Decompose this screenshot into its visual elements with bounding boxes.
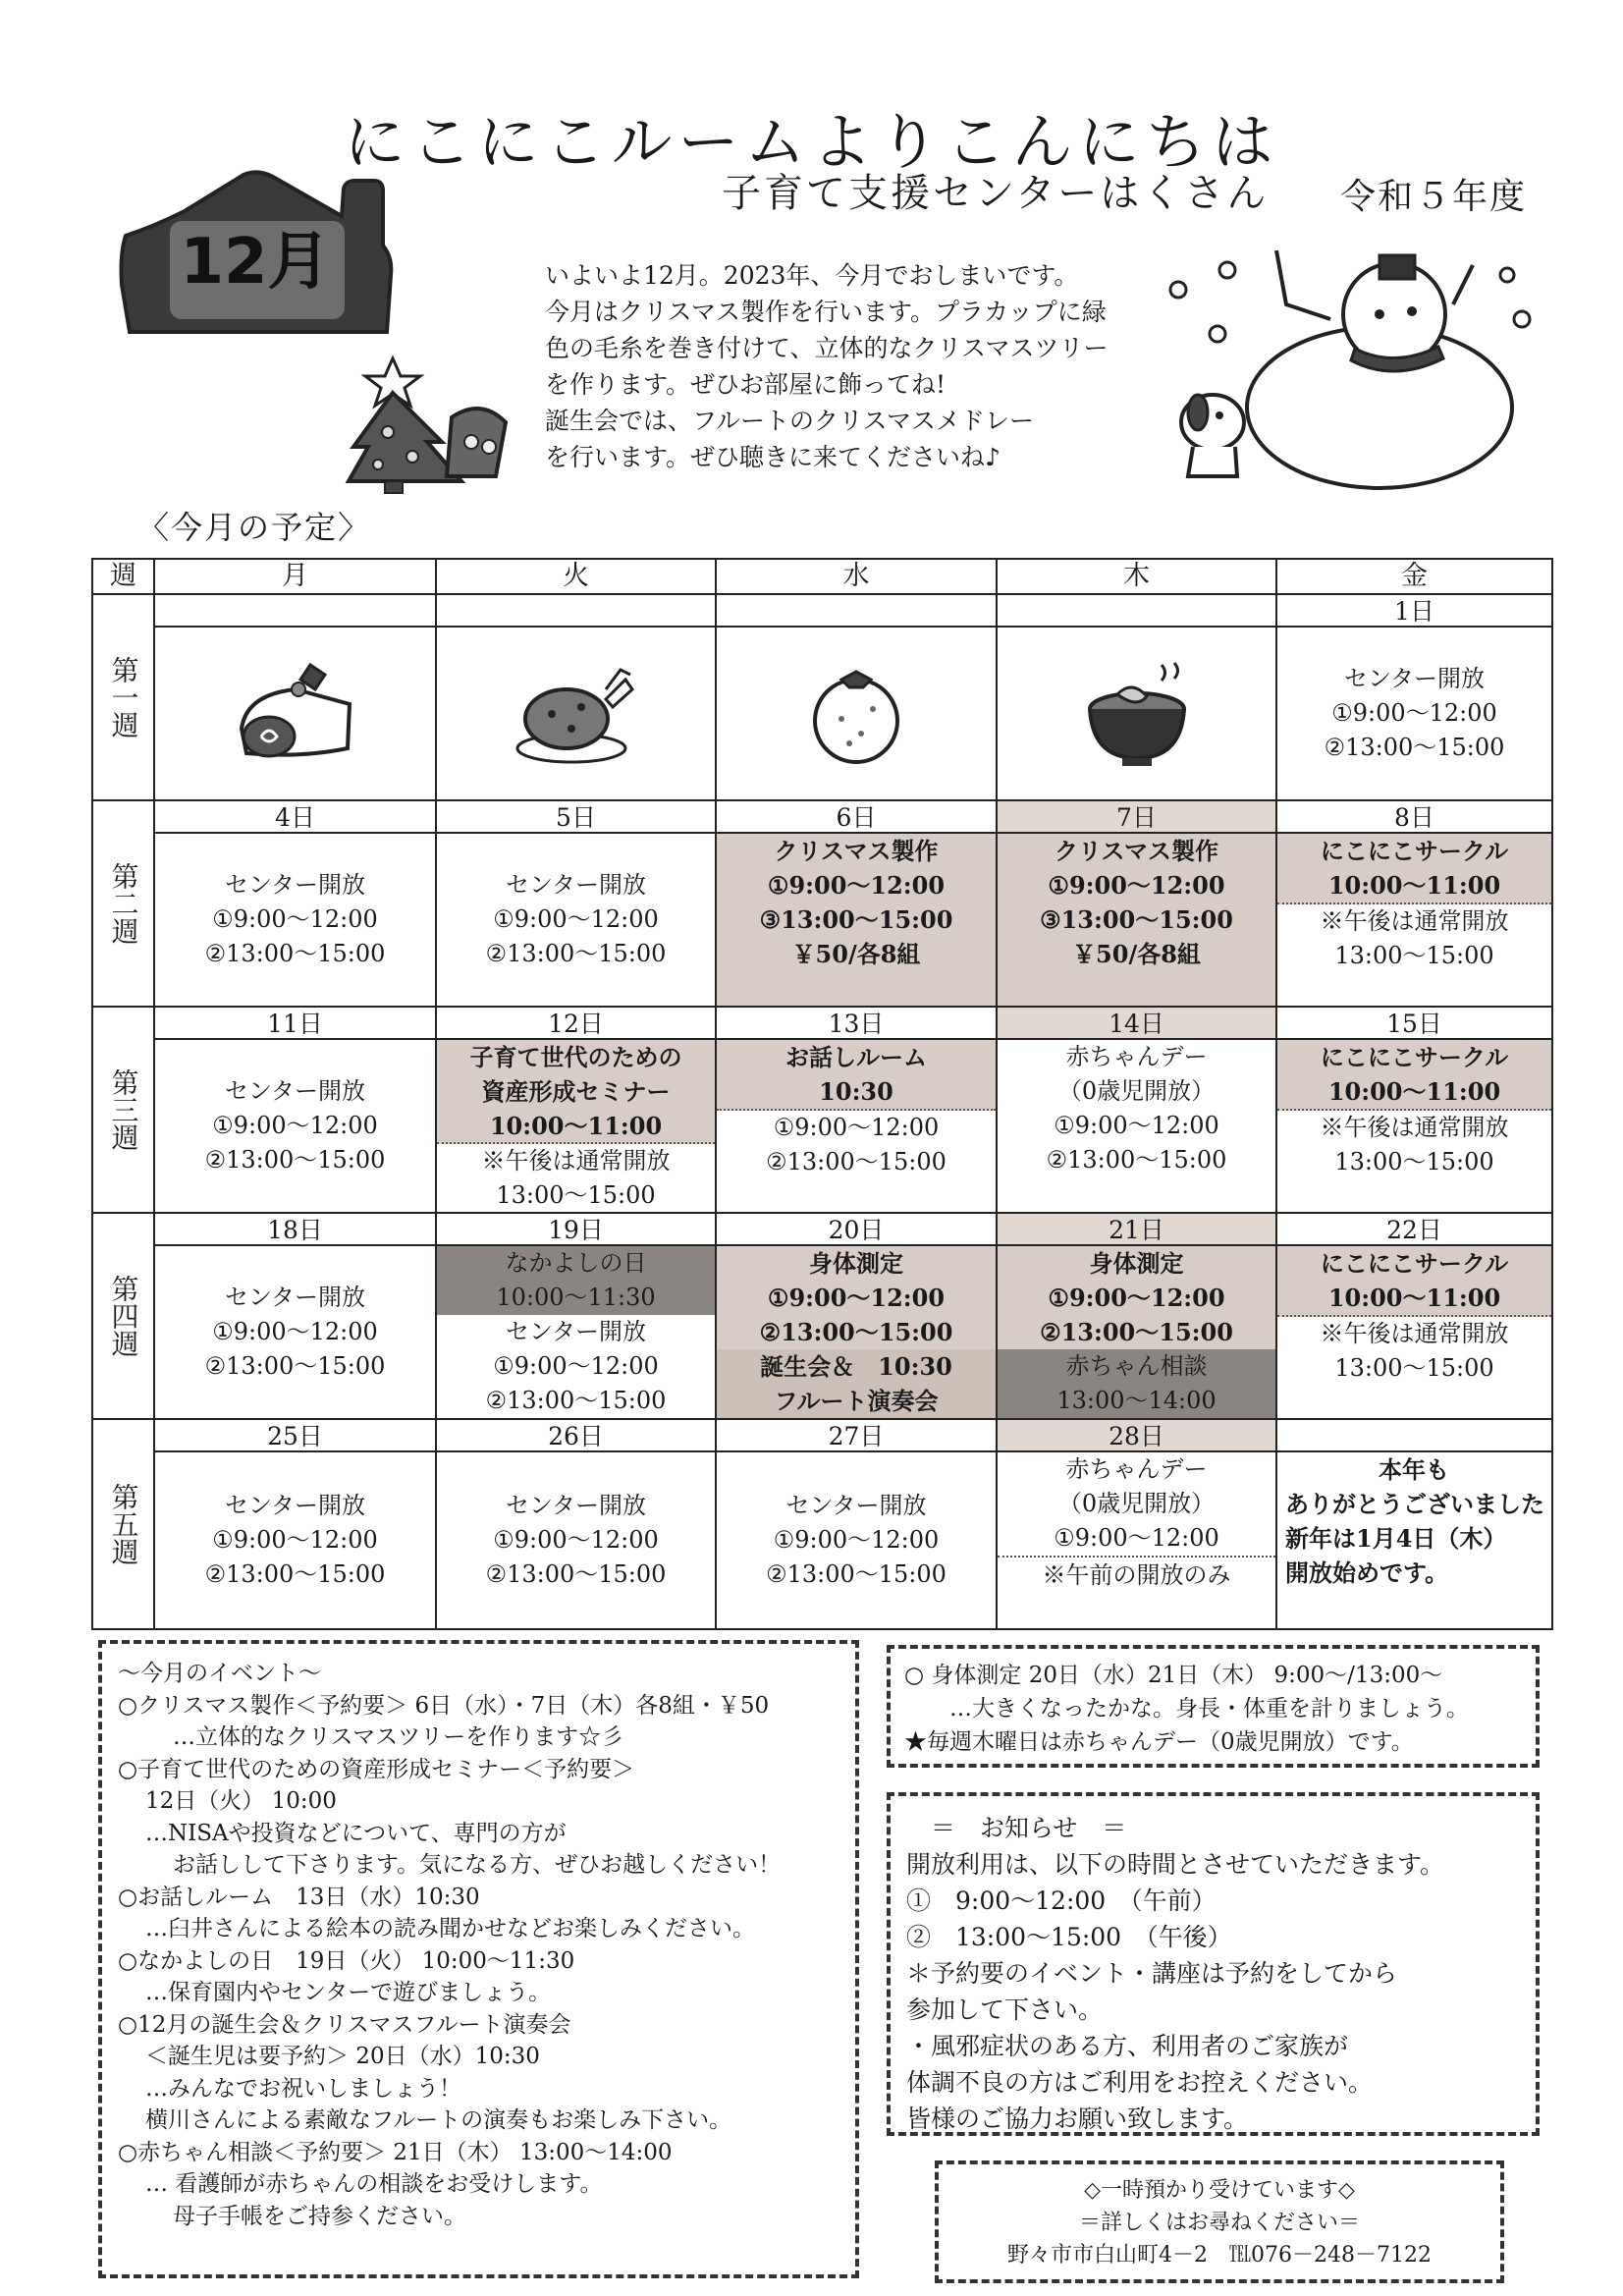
cell-line: ①9:00～12:00 [773,1526,940,1554]
cell-line: センター開放 [224,1492,366,1519]
cell-line: お話しルーム [785,1043,927,1071]
cell-line: ②13:00～15:00 [485,1387,667,1414]
event-line: …みんなでお祝いしましょう！ [145,2075,461,2102]
cell-line: ①9:00～12:00 [1048,1284,1225,1312]
cell-line: 本年も [1379,1455,1449,1484]
date-cell: 12日 [437,1008,717,1040]
cell-line: ※午前の開放のみ [1042,1560,1231,1589]
date-cell: 7日 [998,801,1277,834]
cell-line: ②13:00～15:00 [204,1352,386,1380]
cell-line: ②13:00～15:00 [485,940,667,967]
cell-line: センター開放 [505,871,647,899]
date-cell [717,595,998,628]
month-label: 12月 [180,226,331,299]
intro-line: 今月はクリスマス製作を行います。プラカップに緑 [545,298,1107,326]
date-cell: 8日 [1277,801,1551,834]
week-label-2: 第二週 [93,801,155,1008]
circle-block [1277,1040,1551,1111]
header-week: 週 [93,560,155,595]
cell-line: ※午後は通常開放 [1320,1320,1509,1347]
cell-line: ￥50/各8組 [1072,940,1201,968]
notice-line: 参加して下さい。 [906,1995,1104,2024]
cell-line: 10:00～11:00 [1327,871,1501,900]
notice-line: ＝ お知らせ ＝ [906,1814,1127,1842]
cell-line: ②13:00～15:00 [766,1148,947,1175]
date-cell: 11日 [155,1008,437,1040]
intro-line: 誕生会では、フルートのクリスマスメドレー [545,407,1035,435]
cell-line: なかよしの日 [505,1249,647,1277]
intro-text [545,257,1134,475]
cell-line: 赤ちゃんデー [1065,1043,1208,1070]
cell-line: ①9:00～12:00 [493,1526,659,1554]
cell-line: 13:00～15:00 [496,1181,656,1209]
date-cell: 19日 [437,1214,717,1246]
intro-line: を行います。ぜひ聴きに来てくださいね♪ [545,443,1001,471]
health-line: ★毎週木曜日は赤ちゃんデー（0歳児開放）です。 [904,1729,1414,1755]
cell-line: ②13:00～15:00 [759,1318,953,1346]
dec-25-cell [155,1452,437,1628]
cell-line: 13:00～15:00 [1334,942,1494,969]
intro-line: いよいよ12月。2023年、今月でおしまいです。 [545,261,1079,290]
header-thu: 木 [998,560,1277,595]
snowman-icon [1159,250,1542,491]
event-line: …NISAや投資などについて、専門の方が [145,1820,567,1846]
dec-14-cell [998,1040,1277,1214]
cell-line: 赤ちゃん相談 [1065,1352,1208,1380]
childcare-line: 野々市市白山町4－2 ℡076－248－7122 [1007,2243,1432,2268]
childcare-line: ◇一時預かり受けています◇ [1084,2178,1355,2203]
cell-line: ①9:00～12:00 [767,1284,946,1312]
event-line: お話しして下さります。気になる方、ぜひお越しください！ [173,1852,782,1878]
cell-line: 10:00～11:00 [1327,1077,1501,1106]
cell-line: ①9:00～12:00 [493,905,659,933]
dec-7-cell [998,834,1277,1008]
morning-only-block [998,1558,1275,1593]
event-line: ～今月のイベント～ [118,1661,321,1686]
dec-8-cell [1277,834,1551,1008]
dec-28-cell [998,1452,1277,1628]
cell-line: 身体測定 [809,1249,903,1278]
event-line: …保育園内やセンターで遊びましょう。 [145,1980,552,2005]
event-line: ＜誕生児は要予約＞ 20日（水）10:30 [145,2044,540,2069]
birthday-flute-block [717,1349,996,1418]
cell-line: ②13:00～15:00 [204,940,386,967]
event-line: … 看護師が赤ちゃんの相談をお受けします。 [145,2171,603,2197]
cell-line: ※午後は通常開放 [1320,1114,1509,1141]
dec-13-cell [717,1040,998,1214]
cell-line: 10:00～11:00 [1327,1284,1501,1312]
event-line: ○赤ちゃん相談＜予約要＞ 21日（木） 13:00～14:00 [118,2139,673,2165]
nakayoshi-block [437,1246,715,1315]
date-cell: 13日 [717,1008,998,1040]
afternoon-block [1277,904,1551,973]
dec-15-cell [1277,1040,1551,1214]
cell-line: 10:00～11:30 [496,1284,656,1311]
cell-line: ①9:00～12:00 [773,1114,940,1141]
dec-1-cell [1277,628,1551,801]
header-tue: 火 [437,560,717,595]
cell-line: センター開放 [785,1492,927,1519]
cell-line: ①9:00～12:00 [493,1352,659,1380]
cell-line: ①9:00～12:00 [1054,1524,1219,1552]
dec-22-cell [1277,1246,1551,1420]
date-cell: 18日 [155,1214,437,1246]
roll-cake-icon [232,660,359,768]
afternoon-block [1277,1317,1551,1386]
cell-line: ②13:00～15:00 [485,1560,667,1588]
cell-line: ①9:00～12:00 [212,1112,378,1139]
cell-line: 新年は1月4日（木） [1285,1524,1507,1553]
intro-line: 色の毛糸を巻き付けて、立体的なクリスマスツリー [545,334,1109,362]
date-cell: 25日 [155,1420,437,1452]
event-line: ○なかよしの日 19日（火） 10:00～11:30 [118,1947,575,1974]
cell-line: センター開放 [224,1284,366,1311]
dec-21-cell [998,1246,1277,1420]
date-cell [998,595,1277,628]
dec-12-cell [437,1040,717,1214]
cell-line: 資産形成セミナー [481,1076,671,1106]
cell-line: 13:00～15:00 [1334,1354,1494,1382]
event-line: ○子育て世代のための資産形成セミナー＜予約要＞ [118,1756,635,1782]
cell-line: ①9:00～12:00 [1331,699,1497,727]
date-cell: 26日 [437,1420,717,1452]
measurement-block [998,1246,1275,1349]
notice-line: ① 9:00～12:00 （午前） [906,1886,1217,1915]
temporary-childcare-box [935,2160,1504,2283]
cell-line: にこにこサークル [1320,1249,1509,1278]
cell-line: ③13:00～15:00 [1040,905,1233,934]
dec-20-cell [717,1246,998,1420]
cell-line: ②13:00～15:00 [204,1146,386,1174]
cell-line: 子育て世代のための [469,1042,682,1071]
dec-6-cell [717,834,998,1008]
cell-line: 赤ちゃんデー [1065,1455,1208,1483]
childcare-line: ＝詳しくはお尋ねください＝ [1078,2211,1360,2235]
cell-line: ①9:00～12:00 [1048,871,1225,900]
cell-line: ②13:00～15:00 [204,1560,386,1588]
roast-chicken-icon [513,660,640,768]
christmas-tree-icon [334,349,520,496]
date-cell: 28日 [998,1420,1277,1452]
week-label-5: 第五週 [93,1420,155,1628]
page-title: にこにこルームよりこんにちは [344,106,1279,178]
cell-line: ②13:00～15:00 [1040,1318,1233,1346]
tangerine-icon [802,660,910,768]
event-line: 横川さんによる素敵なフルートの演奏もお楽しみ下さい。 [145,2107,732,2133]
cell-line: クリスマス製作 [1054,837,1219,865]
notice-box [887,1792,1540,2136]
health-line: …大きくなったかな。身長・体重を計りましょう。 [904,1696,1469,1722]
cell-line: （0歳児開放） [1057,1490,1216,1517]
event-line: ○12月の誕生会＆クリスマスフルート演奏会 [118,2011,571,2038]
date-cell: 20日 [717,1214,998,1246]
cell-line: ※午後は通常開放 [481,1147,671,1175]
year-end-message-cell [1277,1452,1551,1628]
cell-line: 身体測定 [1089,1249,1184,1278]
cell-line: 開放始めです。 [1285,1558,1449,1587]
date-cell: 27日 [717,1420,998,1452]
date-cell: 15日 [1277,1008,1551,1040]
date-cell: 4日 [155,801,437,834]
dec-11-cell [155,1040,437,1214]
cell-line: ありがとうございました [1285,1490,1544,1518]
date-cell: 22日 [1277,1214,1551,1246]
chicken-illustration-cell [437,628,717,801]
week-label-1: 第一週 [93,595,155,801]
dec-18-cell [155,1246,437,1420]
monthly-calendar [91,558,1553,1630]
dec-4-cell [155,834,437,1008]
seminar-block [437,1040,715,1144]
week-label-4: 第四週 [93,1214,155,1420]
dec-5-cell [437,834,717,1008]
cell-line: ②13:00～15:00 [766,1560,947,1588]
cell-line: センター開放 [224,1077,366,1105]
soba-bowl-icon [1078,655,1196,773]
date-cell: 14日 [998,1008,1277,1040]
notice-line: ・風邪症状のある方、利用者のご家族が [906,2032,1349,2060]
afternoon-block [1277,1111,1551,1179]
notice-line: 開放利用は、以下の時間とさせていただきます。 [906,1850,1445,1879]
date-cell: 6日 [717,801,998,834]
dec-19-cell [437,1246,717,1420]
cell-line: ※午後は通常開放 [1320,907,1509,935]
dec-27-cell [717,1452,998,1628]
soba-illustration-cell [998,628,1277,801]
cell-line: ①9:00～12:00 [1054,1112,1219,1139]
cell-line: 13:00～14:00 [1056,1387,1217,1414]
circle-block [1277,1246,1551,1317]
date-cell: 5日 [437,801,717,834]
open-block [437,1315,715,1418]
notice-line: 皆様のご協力お願い致します。 [906,2105,1249,2133]
fiscal-year: 令和５年度 [1340,177,1528,217]
header-wed: 水 [717,560,998,595]
dec-26-cell [437,1452,717,1628]
cell-line: 誕生会＆ 10:30 [760,1352,952,1381]
date-cell [437,595,717,628]
health-check-box [887,1645,1540,1768]
cell-line: ①9:00～12:00 [212,905,378,933]
cell-line: ①9:00～12:00 [767,871,946,900]
measurement-block [717,1246,996,1349]
intro-line: を作ります。ぜひお部屋に飾ってね! [545,370,947,399]
date-cell: 21日 [998,1214,1277,1246]
cell-line: ③13:00～15:00 [759,905,953,934]
notice-line: ② 13:00～15:00 （午後） [906,1923,1232,1951]
cell-line: 10:00～11:00 [489,1111,663,1140]
event-line: 12日（火） 10:00 [145,1788,337,1814]
event-line: 母子手帳をご持参ください。 [173,2203,466,2229]
event-line: …臼井さんによる絵本の読み聞かせなどお楽しみください。 [145,1916,755,1941]
date-cell: 1日 [1277,595,1551,628]
cell-line: センター開放 [505,1318,647,1345]
event-line: ○クリスマス製作＜予約要＞ 6日（水）・7日（木）各8組・￥50 [118,1692,770,1719]
cell-line: フルート演奏会 [774,1387,939,1415]
event-line: …立体的なクリスマスツリーを作ります☆彡 [173,1724,624,1750]
schedule-heading: 〈今月の予定〉 [137,509,372,546]
cell-line: ②13:00～15:00 [1324,734,1505,761]
date-cell [155,595,437,628]
week-label-3: 第三週 [93,1008,155,1214]
tangerine-illustration-cell [717,628,998,801]
events-box [98,1640,859,2278]
header-mon: 月 [155,560,437,595]
cell-line: 10:30 [819,1077,893,1106]
cell-line: センター開放 [505,1492,647,1519]
date-cell [1277,1420,1551,1452]
cell-line: ①9:00～12:00 [212,1526,378,1554]
cell-line: ￥50/各8組 [791,940,921,968]
open-block [717,1111,996,1179]
baby-consult-block [998,1349,1275,1418]
center-name: 子育て支援センターはくさん [722,171,1270,216]
event-line: ○お話しルーム 13日（水）10:30 [118,1884,480,1910]
notice-line: 体調不良の方はご利用をお控えください。 [906,2068,1374,2097]
cake-illustration-cell [155,628,437,801]
cell-line: ①9:00～12:00 [212,1318,378,1345]
cell-line: にこにこサークル [1320,1043,1509,1071]
cell-line: センター開放 [1343,665,1486,692]
story-room-block [717,1040,996,1111]
cell-line: 13:00～15:00 [1334,1148,1494,1175]
header-fri: 金 [1277,560,1551,595]
cell-line: センター開放 [224,871,366,899]
cell-line: にこにこサークル [1320,837,1509,865]
notice-line: ＊予約要のイベント・講座は予約をしてから [906,1959,1398,1988]
circle-block [1277,834,1551,904]
afternoon-block [437,1144,715,1213]
baby-day-block [998,1452,1275,1558]
cell-line: ②13:00～15:00 [1046,1146,1227,1174]
cell-line: （0歳児開放） [1057,1077,1216,1105]
health-line: ○ 身体測定 20日（水）21日（木） 9:00～/13:00～ [904,1663,1443,1688]
cell-line: クリスマス製作 [774,837,939,865]
